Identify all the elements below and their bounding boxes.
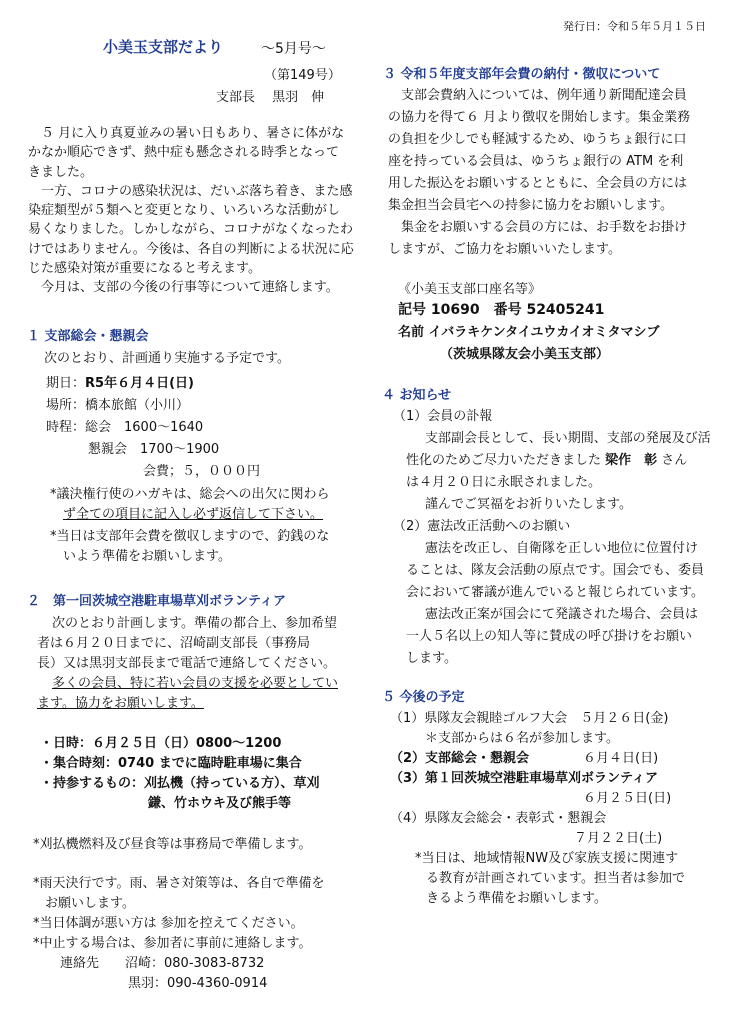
section1-lead: 次のとおり、計画通り実施する予定です。 — [44, 351, 290, 366]
notice-text: 性化のためご尽力いただきました 梁作 彰 さん — [406, 453, 688, 468]
intro-line: かなか順応できず、熱中症も懸念される時季となって — [28, 145, 339, 161]
schedule-date: ６月２５日(日) — [583, 791, 672, 806]
note-line: お願いします。 — [45, 896, 135, 911]
deceased-name: 梁作 彰 — [605, 453, 658, 468]
note-line: *当日は支部年会費を徴収しますので、釣銭のな — [50, 529, 330, 544]
event-date-value: R5年６月４日(日) — [85, 376, 194, 391]
schedule-note: ＊支部からは６名が参加します。 — [425, 731, 619, 746]
note-line: ず全ての項目に記入し必ず返信して下さい。 — [63, 507, 324, 522]
contact-numazaki: 連絡先 沼崎：080-3083-8732 — [60, 956, 265, 971]
notice-text: 一人５名以上の知人等に賛成の呼び掛けをお願い — [406, 629, 693, 644]
notice-text: 憲法改正案が国会にて発議された場合、会員は — [425, 607, 699, 622]
schedule-note: きるよう準備をお願いします。 — [426, 891, 607, 906]
intro-line: 今月は、支部の今後の行事等について連絡します。 — [28, 280, 339, 296]
intro-line: じた感染対策が重要になると考えます。 — [28, 261, 261, 277]
note-line: *議決権行使のハガキは、総会への出欠に関わら — [50, 487, 330, 502]
note-line: *雨天決行です。雨、暑さ対策等は、各自で準備を — [33, 876, 325, 891]
intro-line: きました。 — [28, 164, 94, 180]
section3-para: 支部会費納入については、例年通り新聞配達会員 — [401, 88, 687, 103]
issue-date: 発行日：令和５年５月１５日 — [563, 20, 706, 33]
note-line: *中止する場合は、参加者に事前に連絡します。 — [33, 936, 312, 951]
account-title: 《小美玉支部口座名等》 — [398, 282, 542, 297]
section3-para: 座を持っている会員は、ゆうちょ銀行の ATM を利 — [388, 154, 684, 169]
intro-line: 染症類型が５類へと変更となり、いろいろな活動がし — [28, 203, 341, 219]
intro-line: 一方、コロナの感染状況は、だいぶ落ち着き、また感 — [28, 183, 353, 199]
event-time-party: 懇親会 1700～1900 — [88, 442, 220, 457]
schedule-note: る教育が計画されています。担当者は参加で — [426, 871, 685, 886]
notice-text: は４月２０日に永眠されました。 — [406, 475, 602, 490]
section2-para: 多くの会員、特に若い会員の支援を必要としてい — [52, 676, 339, 691]
notice-item: （1）会員の訃報 — [393, 409, 493, 424]
section3-para: 用した振込をお願いするとともに、全会員の方には — [388, 176, 688, 191]
notice-text: します。 — [406, 651, 457, 666]
schedule-date: ６月４日(日) — [583, 751, 659, 766]
account-number: 記号 10690 番号 52405241 — [398, 302, 605, 318]
notice-text: 謹んでご冥福をお祈りいたします。 — [425, 497, 632, 512]
section3-para: しますが、ご協力をお願いいたします。 — [388, 242, 621, 257]
intro-text — [28, 124, 354, 298]
note-line: *刈払機燃料及び昼食等は事務局で準備します。 — [33, 837, 312, 852]
event-fee: 会費；５，０００円 — [143, 464, 261, 479]
issue-number: （第149号） — [264, 68, 341, 83]
author-line: 支部長 黒羽 伸 — [216, 90, 325, 105]
section3-para: 集金担当会員宅への持参に協力をお願いします。 — [388, 198, 673, 213]
notice-text: ることは、隊友会活動の原点です。国会でも、委員 — [406, 563, 704, 578]
schedule-date: ７月２２日(土) — [574, 831, 663, 846]
volunteer-gathering: ・集合時刻：0740 までに臨時駐車場に集合 — [40, 756, 302, 771]
volunteer-items: ・持参するもの：刈払機（持っている方）、草刈 — [40, 776, 320, 791]
event-date — [46, 372, 194, 391]
account-name-kanji: （茨城県隊友会小美玉支部） — [440, 347, 610, 362]
volunteer-items-cont: 鎌、竹ホウキ及び熊手等 — [148, 796, 292, 811]
schedule-item: （4）県隊友会総会・表彰式・懇親会 — [390, 811, 607, 826]
newsletter-title: 小美玉支部だより — [103, 38, 224, 56]
schedule-item: （2）支部総会・懇親会 — [390, 751, 530, 766]
notice-text: 憲法を改正し、自衛隊を正しい地位に位置付け — [425, 541, 699, 556]
event-place: 場所：橋本旅館（小川） — [46, 398, 190, 413]
event-date-label: 期日： — [46, 376, 86, 391]
note-line: *当日体調が悪い方は 参加を控えてください。 — [33, 916, 304, 931]
section3-para: の協力を得て６ 月より徴収を開始します。集金業務 — [388, 110, 691, 125]
event-time-general: 時程：総会 1600～1640 — [46, 420, 204, 435]
section1-heading: １ 支部総会・懇親会 — [27, 329, 149, 344]
contact-kurobane: 黒羽：090-4360-0914 — [128, 976, 268, 991]
account-name: 名前 イバラキケンタイユウカイオミタマシブ — [398, 325, 660, 340]
section2-para: 次のとおり計画します。準備の都合上、参加希望 — [52, 616, 337, 631]
schedule-item: （1）県隊友会親睦ゴルフ大会 ５月２６日(金) — [390, 711, 669, 726]
newsletter-month: ～5月号～ — [261, 41, 326, 57]
section2-para: ます。協力をお願いします。 — [37, 696, 204, 711]
volunteer-datetime: ・日時：６月２５日（日）0800～1200 — [40, 736, 282, 751]
intro-line: 易くなりました。しかしながら、コロナがなくなったわ — [28, 222, 354, 238]
note-line: いよう準備をお願いします。 — [63, 549, 231, 564]
schedule-item: （3）第１回茨城空港駐車場草刈ボランティア — [390, 771, 659, 786]
notice-text: 支部副会長として、長い期間、支部の発展及び活 — [425, 431, 711, 446]
section5-heading: ５ 今後の予定 — [382, 690, 465, 705]
section3-heading: ３ 令和５年度支部年会費の納付・徴収について — [383, 67, 661, 82]
section3-para: 集金をお願いする会員の方には、お手数をお掛け — [401, 220, 688, 235]
intro-line: ５ 月に入り真夏並みの暑い日もあり、暑さに体がな — [28, 126, 345, 141]
schedule-note: *当日は、地域情報NW及び家族支援に関連す — [415, 851, 679, 866]
section4-heading: ４ お知らせ — [382, 388, 452, 403]
section2-para: 者は６月２０日までに、沼崎副支部長（事務局 — [37, 636, 311, 651]
section3-para: の負担を少しでも軽減するため、ゆうちょ銀行に口 — [388, 132, 687, 147]
notice-item: （2）憲法改正活動へのお願い — [393, 519, 571, 534]
notice-text: 会において審議が進んでいると報じられています。 — [406, 585, 704, 600]
section2-heading: ２ 第一回茨城空港駐車場草刈ボランティア — [27, 594, 286, 609]
section2-para: 長）又は黒羽支部長まで電話で連絡してください。 — [37, 656, 337, 671]
intro-line: けではありません。今後は、各自の判断による状況に応 — [28, 241, 354, 257]
